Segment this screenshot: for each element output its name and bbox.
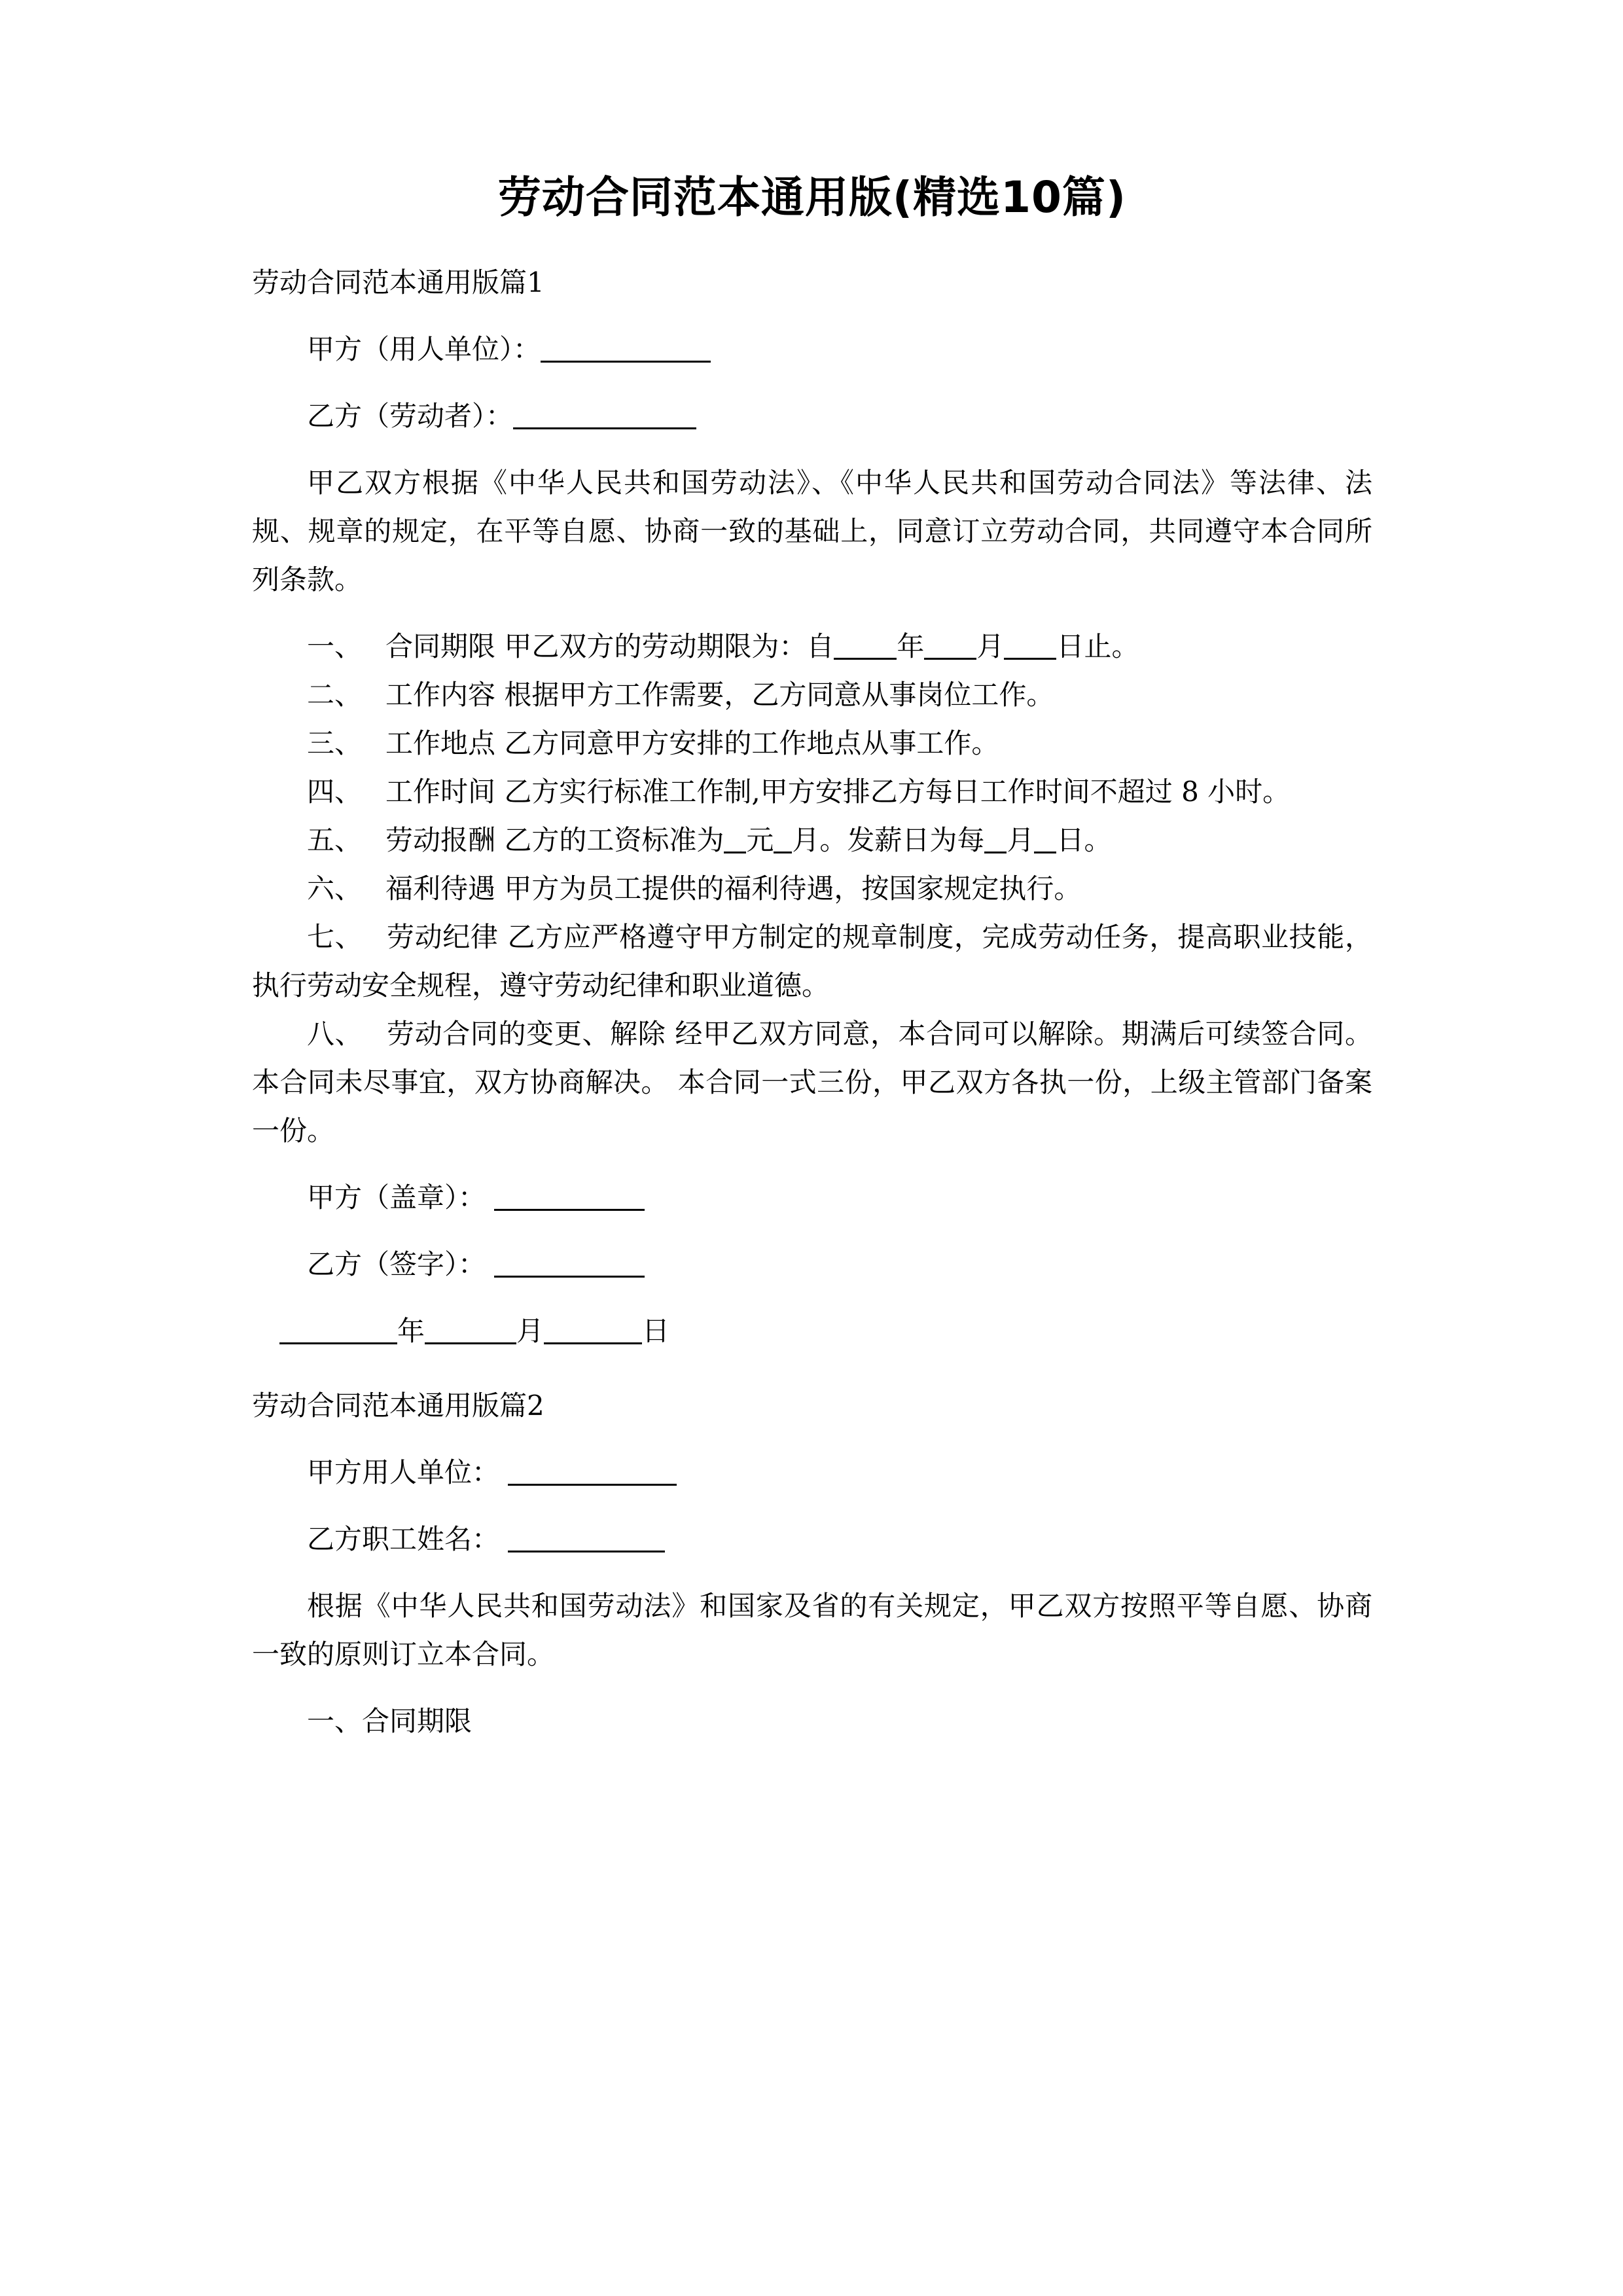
clause-6-number: 六、	[307, 872, 363, 905]
section-2-party-b-label: 乙方职工姓名：	[307, 1523, 500, 1556]
party-a-label: 甲方（用人单位）：	[307, 333, 541, 366]
clause-5-payday-month-blank[interactable]	[984, 852, 1007, 853]
section-2-party-b-blank[interactable]	[508, 1551, 665, 1552]
clause-5-number: 五、	[307, 824, 363, 857]
clause-6-text: 甲方为员工提供的福利待遇，按国家规定执行。	[504, 872, 1082, 905]
signature-party-b-blank[interactable]	[494, 1276, 645, 1278]
clause-5-unit2: 月。发薪日为每	[792, 824, 985, 857]
signature-party-b-label: 乙方（签字）：	[307, 1248, 486, 1281]
spacer	[252, 1430, 1372, 1448]
clause-3-number: 三、	[307, 727, 363, 760]
clause-1-number: 一、	[307, 630, 363, 663]
clause-4-number: 四、	[307, 776, 363, 808]
date-month-label: 月	[516, 1315, 544, 1348]
spacer	[252, 374, 1372, 392]
section-1-preamble: 甲乙双方根据《中华人民共和国劳动法》、《中华人民共和国劳动合同法》等法律、法规、规章的规定，在平等自愿、协商一致的基础上，同意订立劳动合同，共同遵守本合同所列条款。	[252, 467, 1372, 596]
clause-4-text: 乙方实行标准工作制,甲方安排乙方每日工作时间不超过 8 小时。	[504, 776, 1291, 808]
clause-7-title: 劳动纪律	[386, 921, 499, 954]
page-title: 劳动合同范本通用版(精选10篇)	[497, 172, 1127, 223]
clause-5-unit3: 月	[1007, 824, 1035, 857]
date-month-blank[interactable]	[425, 1342, 516, 1344]
date-day-blank[interactable]	[544, 1342, 642, 1344]
section-2-preamble: 根据《中华人民共和国劳动法》和国家及省的有关规定，甲乙双方按照平等自愿、协商一致的原则订立本合同。	[252, 1590, 1372, 1671]
clause-8	[252, 1010, 1372, 1155]
document-content	[252, 0, 1372, 1746]
clause-1-text-after: 日止。	[1056, 630, 1139, 663]
section-1-party-a-field	[252, 325, 1372, 374]
clause-3-title: 工作地点	[385, 727, 496, 760]
spacer	[252, 1564, 1372, 1582]
clause-8-text: 经甲乙双方同意，本合同可以解除。期满后可续签合同。 本合同未尽事宜，双方协商解决。 本合同一式三份，甲乙双方各执一份，上级主管部门备案一份。	[252, 1018, 1372, 1147]
clause-2-number: 二、	[307, 679, 363, 711]
clause-5-salary-blank[interactable]	[724, 852, 746, 853]
clause-1-day-blank[interactable]	[1004, 658, 1056, 660]
title-spacer	[252, 223, 1372, 259]
signature-party-a-blank[interactable]	[494, 1209, 645, 1211]
section-2-party-b-field	[252, 1515, 1372, 1564]
date-year-blank[interactable]	[279, 1342, 397, 1344]
section-2-party-a-blank[interactable]	[508, 1484, 677, 1486]
spacer	[252, 440, 1372, 459]
clause-1	[252, 622, 1372, 671]
clause-6-title: 福利待遇	[385, 872, 496, 905]
clause-4-title: 工作时间	[385, 776, 496, 808]
section-2-party-a-field	[252, 1448, 1372, 1497]
clause-2-text: 根据甲方工作需要，乙方同意从事岗位工作。	[504, 679, 1054, 711]
clause-1-year-blank[interactable]	[834, 658, 897, 660]
clause-8-number: 八、	[307, 1018, 363, 1050]
section-2-heading: 劳动合同范本通用版篇2	[252, 1390, 544, 1422]
spacer	[252, 604, 1372, 622]
clause-7	[252, 913, 1372, 1010]
clause-5-unit1: 元	[746, 824, 774, 857]
clause-7-number: 七、	[307, 921, 363, 954]
signature-date-line	[252, 1307, 1372, 1355]
clause-1-text-before: 甲乙双方的劳动期限为：自	[504, 630, 834, 663]
section-1-party-b-field	[252, 392, 1372, 440]
party-b-label: 乙方（劳动者）：	[307, 400, 514, 433]
date-day-label: 日	[642, 1315, 670, 1348]
spacer	[252, 1679, 1372, 1697]
clause-1-title: 合同期限	[385, 630, 496, 663]
spacer	[252, 1289, 1372, 1307]
clause-4	[252, 768, 1372, 816]
clause-3-text: 乙方同意甲方安排的工作地点从事工作。	[504, 727, 999, 760]
party-b-blank[interactable]	[513, 427, 696, 429]
clause-5	[252, 816, 1372, 865]
clause-1-mid1: 年	[897, 630, 925, 663]
spacer	[252, 1222, 1372, 1240]
spacer	[252, 1355, 1372, 1382]
signature-party-b	[252, 1240, 1372, 1289]
clause-8-title: 劳动合同的变更、解除	[386, 1018, 666, 1050]
clause-5-payday-day-blank[interactable]	[1034, 852, 1056, 853]
section-2-party-a-label: 甲方用人单位：	[307, 1456, 500, 1489]
clause-1-month-blank[interactable]	[924, 658, 976, 660]
spacer	[252, 1155, 1372, 1174]
signature-party-a	[252, 1174, 1372, 1222]
clause-5-title: 劳动报酬	[385, 824, 496, 857]
clause-5-text-a: 乙方的工资标准为	[504, 824, 724, 857]
date-year-label: 年	[397, 1315, 425, 1348]
section-2-first-clause: 一、合同期限	[307, 1705, 473, 1738]
clause-2	[252, 671, 1372, 719]
clause-1-mid2: 月	[976, 630, 1005, 663]
clause-5-per-blank[interactable]	[774, 852, 792, 853]
spacer	[252, 1497, 1372, 1515]
signature-party-a-label: 甲方（盖章）：	[307, 1181, 486, 1214]
clause-2-title: 工作内容	[385, 679, 496, 711]
clause-7-text: 乙方应严格遵守甲方制定的规章制度，完成劳动任务，提高职业技能，执行劳动安全规程，遵守劳动纪律和职业道德。	[252, 921, 1372, 1002]
party-a-blank[interactable]	[541, 361, 711, 363]
clause-5-unit4: 日。	[1056, 824, 1112, 857]
spacer	[252, 307, 1372, 325]
clause-3	[252, 719, 1372, 768]
section-1-heading: 劳动合同范本通用版篇1	[252, 266, 544, 299]
clause-6	[252, 865, 1372, 913]
